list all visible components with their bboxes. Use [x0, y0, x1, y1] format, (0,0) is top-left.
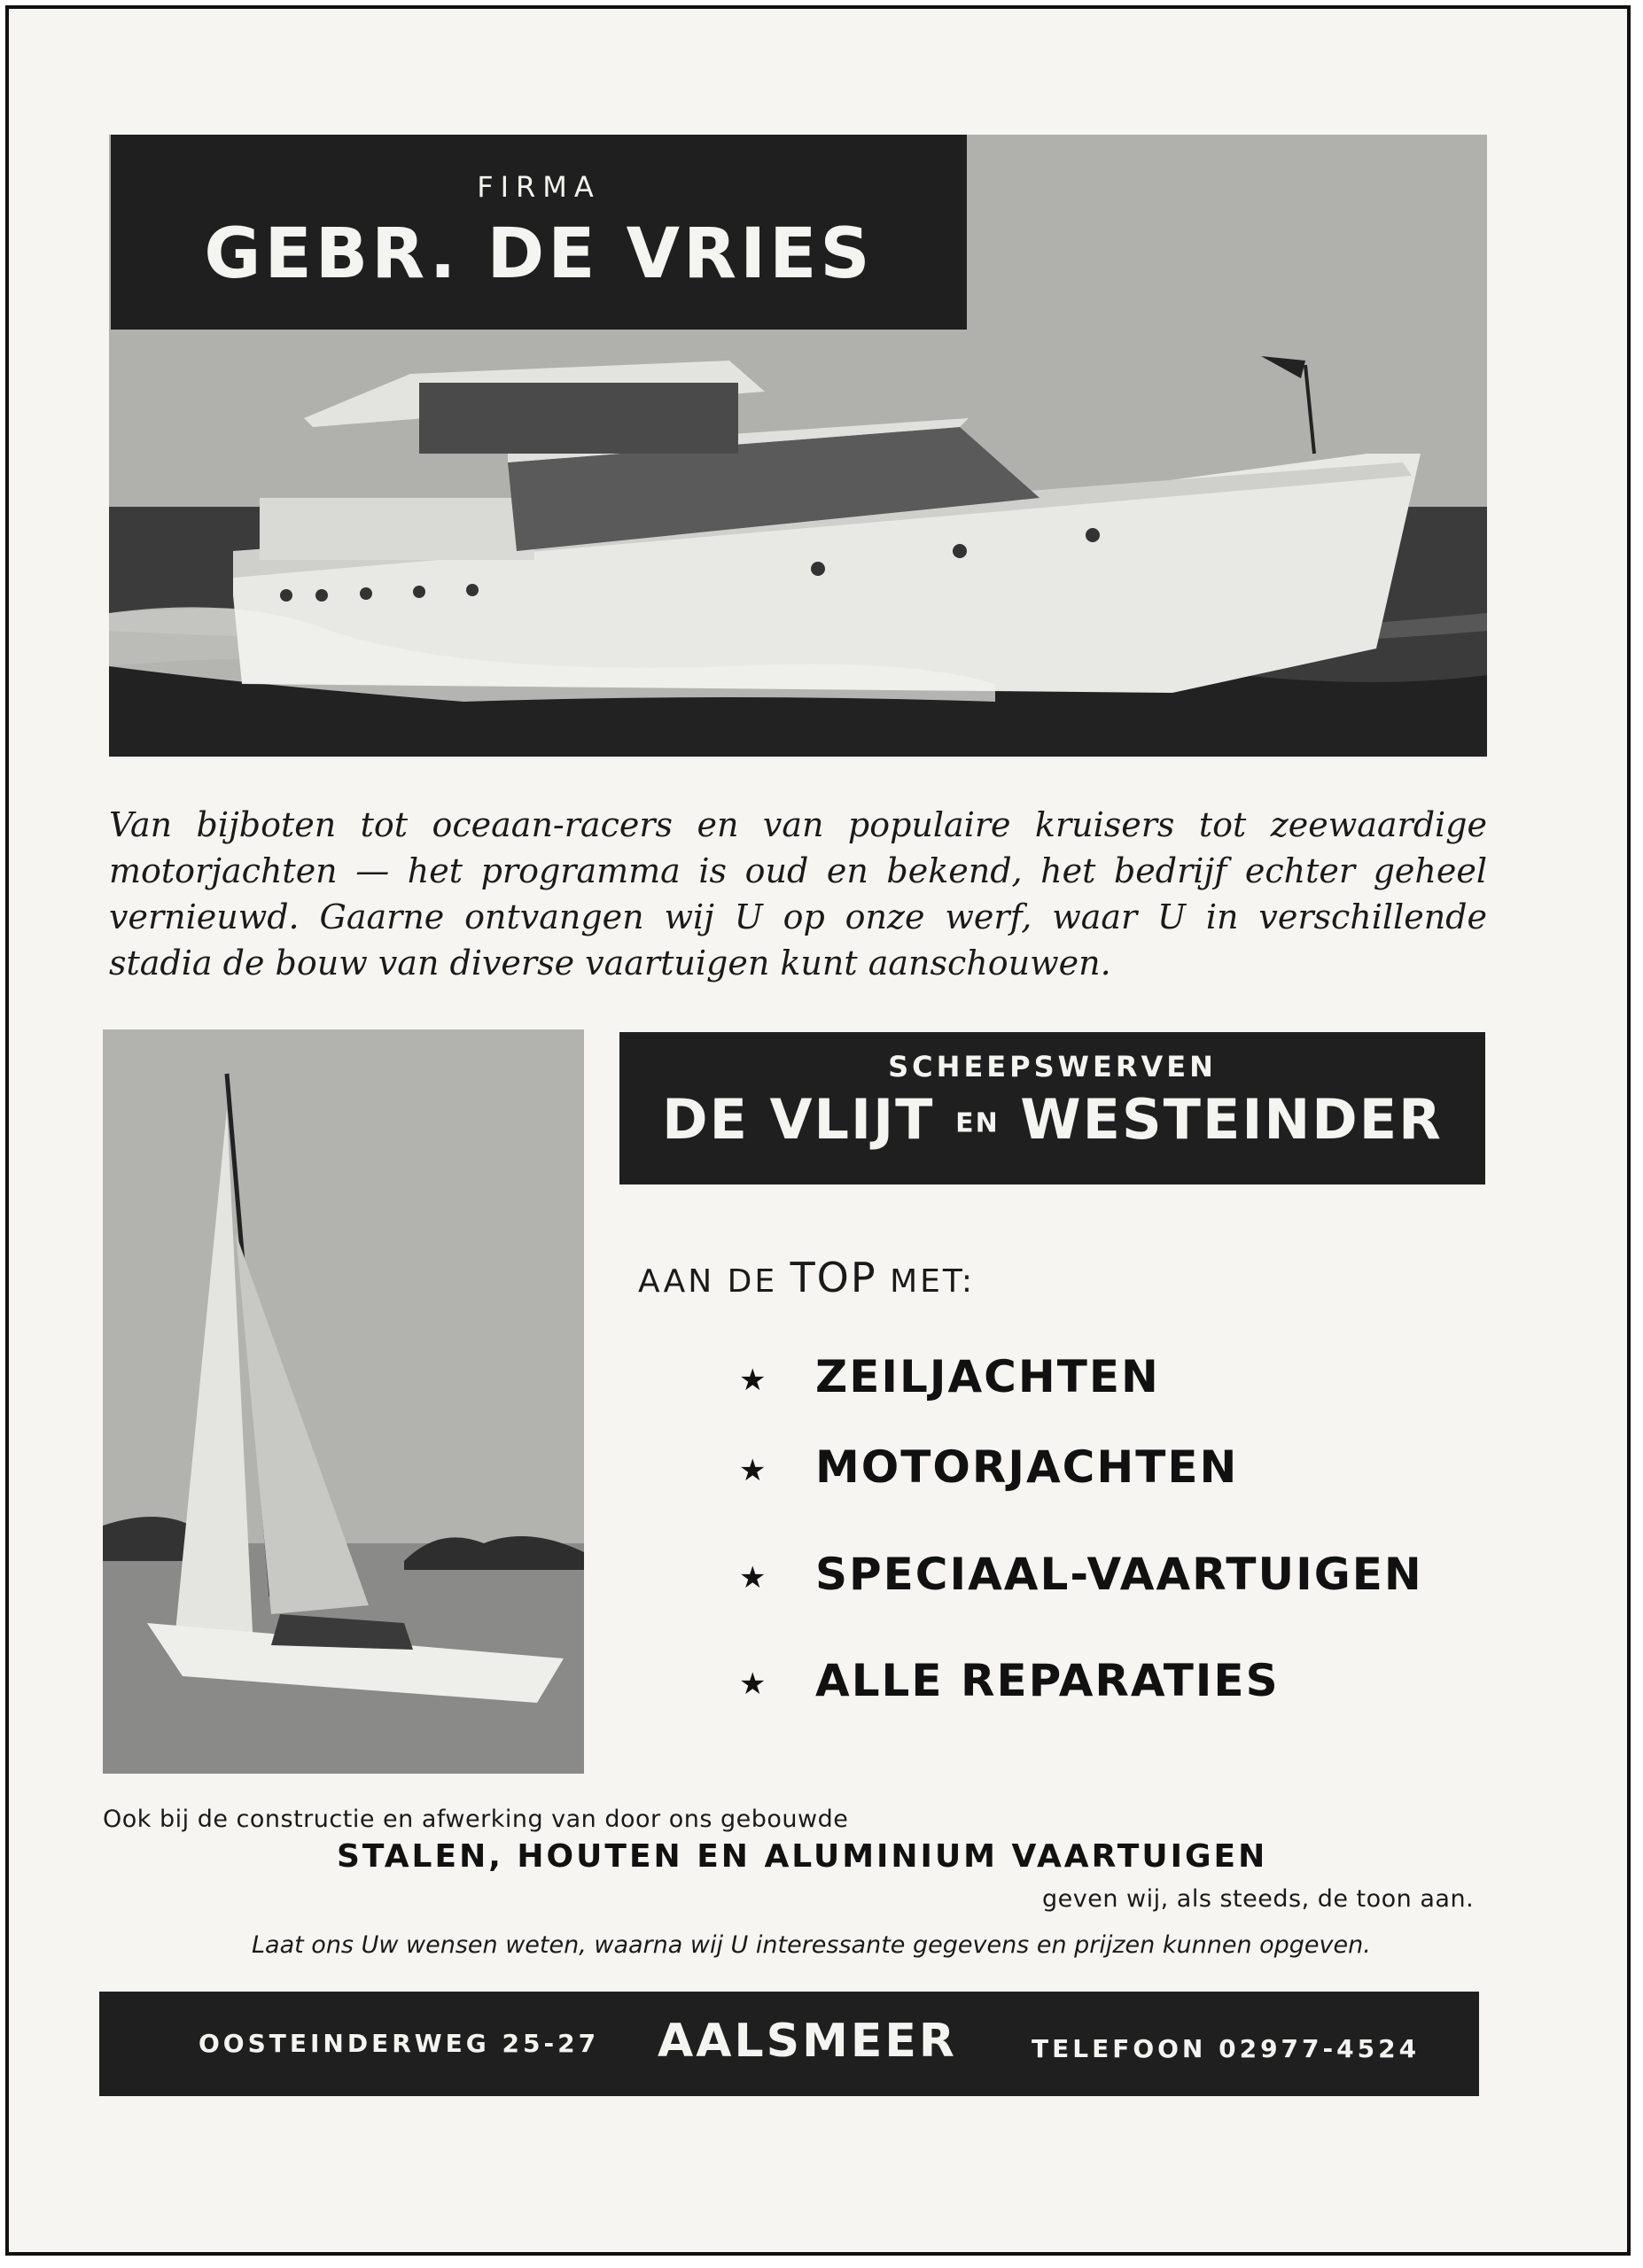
- shipyard-title-box: [619, 1032, 1485, 1184]
- intro-paragraph: Van bijboten tot oceaan-racers en van populaire kruisers tot zeewaardige motorjachten — het programma is oud en bekend, het bedrijf echter geheel vernieuwd. Gaarne ontvangen wij U op onze werf, waar U in verschillende stadia de bouw van diverse vaartuigen kunt aanschouwen.: [109, 805, 1487, 983]
- service-label: SPECIAAL-VAARTUIGEN: [815, 1549, 1423, 1600]
- closing-line: Laat ons Uw wensen weten, waarna wij U interessante gegevens en prijzen kunnen opgeven.: [252, 1931, 1371, 1959]
- construction-line-2: STALEN, HOUTEN EN ALUMINIUM VAARTUIGEN: [337, 1838, 1268, 1875]
- list-item: [739, 1655, 1280, 1706]
- slogan-post: MET:: [890, 1263, 976, 1300]
- shipyard-name: [619, 1087, 1485, 1152]
- footer-phone: TELEFOON 02977-4524: [1032, 2034, 1421, 2063]
- company-title-box: [111, 135, 967, 330]
- sailboat-photo: [103, 1029, 584, 1774]
- star-icon: ★: [739, 1452, 768, 1488]
- service-label: ALLE REPARATIES: [815, 1655, 1280, 1706]
- shipyard-name-part1: DE VLIJT: [662, 1087, 935, 1152]
- footer-street: OOSTEINDERWEG 25-27: [199, 2029, 600, 2058]
- list-item: [739, 1351, 1160, 1402]
- slogan: [638, 1254, 975, 1301]
- star-icon: ★: [739, 1666, 768, 1702]
- list-item: [739, 1441, 1238, 1493]
- star-icon: ★: [739, 1559, 768, 1596]
- list-item: [739, 1549, 1423, 1600]
- firma-label: FIRMA: [477, 170, 601, 204]
- shipyard-name-part2: WESTEINDER: [1020, 1087, 1443, 1152]
- slogan-top: TOP: [790, 1254, 877, 1301]
- shipyard-name-connector: EN: [955, 1107, 1000, 1139]
- company-name: GEBR. DE VRIES: [204, 214, 874, 294]
- service-label: ZEILJACHTEN: [815, 1351, 1160, 1402]
- shipyard-label: SCHEEPSWERVEN: [888, 1050, 1217, 1084]
- footer-address-bar: [99, 1992, 1479, 2096]
- slogan-pre: AAN DE: [638, 1263, 778, 1300]
- footer-city: AALSMEER: [658, 2015, 957, 2068]
- service-label: MOTORJACHTEN: [815, 1441, 1239, 1493]
- construction-line-3: geven wij, als steeds, de toon aan.: [1042, 1885, 1475, 1913]
- star-icon: ★: [739, 1362, 768, 1398]
- sailboat-illustration: [103, 1029, 584, 1774]
- construction-line-1: Ook bij de constructie en afwerking van door ons gebouwde: [103, 1806, 849, 1833]
